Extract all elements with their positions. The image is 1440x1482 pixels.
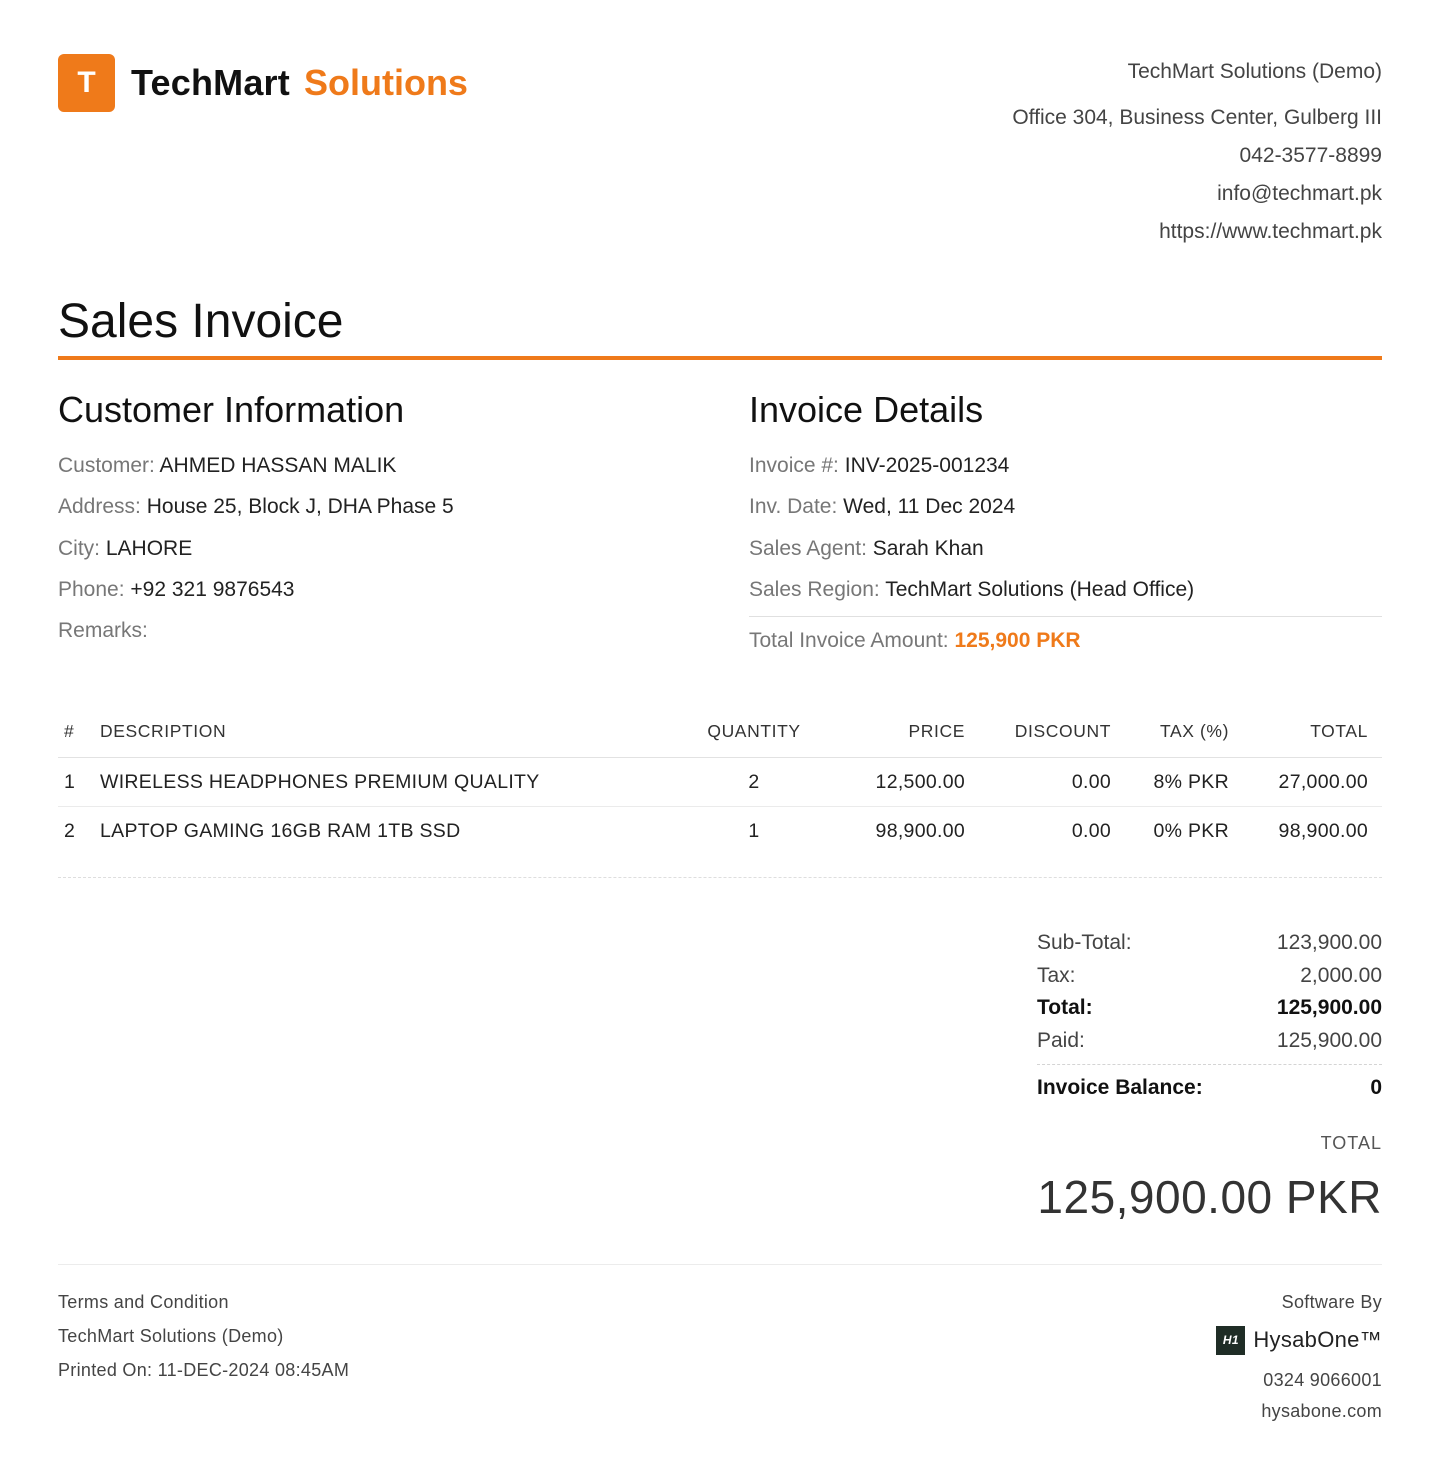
invoice-field — [749, 493, 1194, 534]
invoice-total-value: 125,900 PKR — [954, 629, 1081, 652]
field-label: Total Invoice Amount: — [749, 629, 949, 652]
company-address: Office 304, Business Center, Gulberg III — [1012, 106, 1382, 129]
total-value: 125,900.00 — [1276, 996, 1382, 1019]
field-label: City: — [58, 536, 100, 560]
cell-num: 1 — [64, 770, 76, 793]
field-label: Inv. Date: — [749, 495, 838, 519]
cell-tax: 0% PKR — [1153, 820, 1229, 842]
cell-tax: 8% PKR — [1153, 770, 1229, 793]
cell-price: 12,500.00 — [875, 770, 965, 793]
customer-field — [58, 576, 454, 617]
field-label: Sales Region: — [749, 577, 880, 601]
software-brand — [1216, 1325, 1382, 1355]
field-label: Customer: — [58, 454, 155, 477]
customer-field — [58, 617, 454, 658]
cell-discount: 0.00 — [1071, 820, 1111, 842]
total-label: Total: — [1037, 996, 1093, 1019]
field-label: Phone: — [58, 577, 125, 601]
col-discount: DISCOUNT — [1014, 721, 1111, 741]
invoice-number: INV-2025-001234 — [844, 454, 1010, 477]
company-email: info@techmart.pk — [1217, 182, 1382, 205]
field-label: Remarks: — [58, 619, 148, 643]
paid-value: 125,900.00 — [1276, 1028, 1382, 1052]
tax-value: 2,000.00 — [1300, 963, 1382, 987]
col-quantity: QUANTITY — [707, 721, 801, 741]
customer-phone: +92 321 9876543 — [130, 577, 295, 601]
field-label: Sales Agent: — [749, 536, 867, 560]
cell-quantity: 1 — [748, 820, 760, 842]
sales-region: TechMart Solutions (Head Office) — [885, 577, 1195, 601]
company-website: https://www.techmart.pk — [1159, 220, 1382, 243]
company-logo — [58, 54, 468, 112]
cell-total: 27,000.00 — [1278, 770, 1368, 793]
subtotal-label: Sub-Total: — [1037, 931, 1132, 954]
tax-label: Tax: — [1037, 963, 1076, 987]
col-num: # — [64, 721, 75, 741]
customer-heading: Customer Information — [58, 389, 405, 430]
col-total: TOTAL — [1310, 721, 1368, 741]
printed-on: Printed On: 11-DEC-2024 08:45AM — [58, 1360, 350, 1380]
total-row — [1037, 993, 1382, 1026]
page-title: Sales Invoice — [58, 295, 344, 348]
col-tax: TAX (%) — [1159, 721, 1229, 741]
cell-description: LAPTOP GAMING 16GB RAM 1TB SSD — [100, 820, 461, 842]
invoice-page — [58, 0, 1382, 1482]
cell-num: 2 — [64, 820, 76, 842]
invoice-heading: Invoice Details — [749, 389, 984, 430]
customer-info — [58, 452, 454, 658]
software-by-label: Software By — [1281, 1292, 1382, 1312]
invoice-field — [749, 576, 1194, 617]
totals-summary — [1037, 928, 1382, 1108]
col-description: DESCRIPTION — [100, 721, 227, 741]
customer-field — [58, 493, 454, 534]
table-header — [58, 706, 1382, 758]
table-divider — [58, 877, 1382, 878]
col-price: PRICE — [908, 721, 965, 741]
company-contact — [1012, 58, 1382, 256]
footer-divider — [58, 1264, 1382, 1265]
customer-city: LAHORE — [105, 536, 193, 560]
customer-name: AHMED HASSAN MALIK — [159, 454, 397, 477]
invoice-info — [749, 452, 1194, 617]
footer-company: TechMart Solutions (Demo) — [58, 1326, 284, 1346]
cell-description: WIRELESS HEADPHONES PREMIUM QUALITY — [100, 770, 540, 793]
subtotal-row — [1037, 928, 1382, 961]
grand-total-value: 125,900.00 PKR — [1037, 1171, 1382, 1223]
company-phone: 042-3577-8899 — [1239, 144, 1382, 167]
items-table — [58, 706, 1382, 856]
balance-value: 0 — [1370, 1076, 1382, 1099]
cell-quantity: 2 — [748, 770, 760, 793]
field-label: Address: — [58, 495, 141, 519]
invoice-field — [749, 452, 1194, 493]
invoice-field — [749, 535, 1194, 576]
paid-row — [1037, 1026, 1382, 1059]
table-row — [58, 758, 1382, 807]
customer-address: House 25, Block J, DHA Phase 5 — [146, 495, 454, 519]
tax-row — [1037, 961, 1382, 994]
hysabone-logo-icon: H1 — [1216, 1326, 1245, 1355]
customer-field — [58, 452, 454, 493]
company-name: TechMart Solutions (Demo) — [1127, 60, 1382, 83]
footer-right — [1216, 1290, 1382, 1423]
footer-left — [58, 1290, 349, 1392]
software-website: hysabone.com — [1261, 1401, 1382, 1421]
logo-mark: T — [58, 54, 115, 112]
cell-discount: 0.00 — [1071, 770, 1111, 793]
invoice-date: Wed, 11 Dec 2024 — [843, 495, 1016, 519]
logo-name: TechMart — [131, 62, 290, 103]
field-label: Invoice #: — [749, 454, 839, 477]
grand-total-label: TOTAL — [1320, 1133, 1382, 1153]
subtotal-value: 123,900.00 — [1276, 931, 1382, 954]
title-divider — [58, 356, 1382, 360]
balance-row — [1037, 1064, 1382, 1108]
table-row — [58, 807, 1382, 856]
paid-label: Paid: — [1037, 1028, 1085, 1052]
cell-price: 98,900.00 — [875, 820, 965, 842]
cell-total: 98,900.00 — [1278, 820, 1368, 842]
invoice-total-amount — [749, 616, 1382, 653]
customer-field — [58, 535, 454, 576]
terms-link: Terms and Condition — [58, 1292, 229, 1312]
software-phone: 0324 9066001 — [1263, 1370, 1382, 1390]
sales-agent: Sarah Khan — [872, 536, 984, 560]
software-name: HysabOne™ — [1253, 1327, 1382, 1352]
balance-label: Invoice Balance: — [1037, 1076, 1203, 1099]
logo-accent: Solutions — [303, 62, 468, 103]
